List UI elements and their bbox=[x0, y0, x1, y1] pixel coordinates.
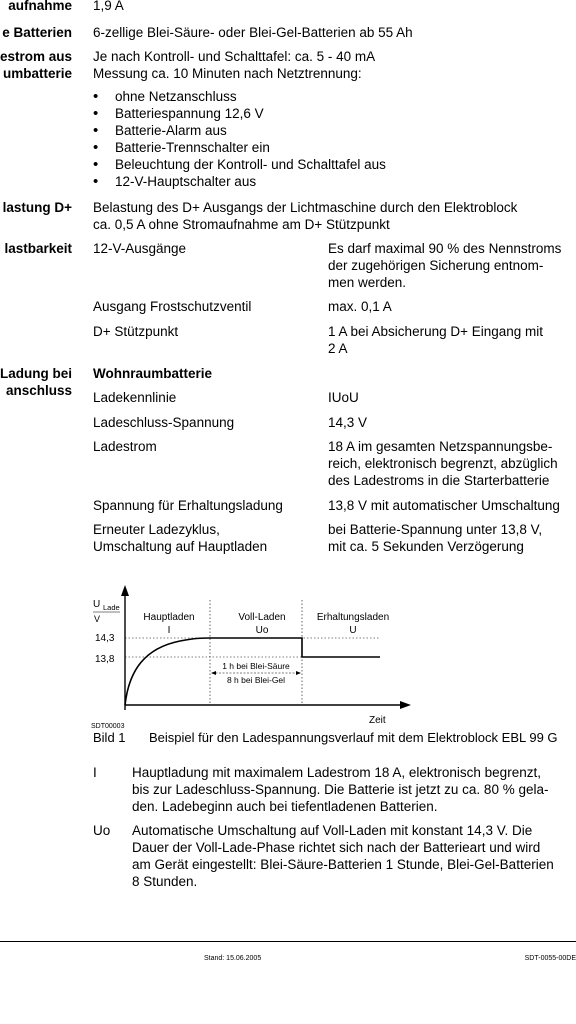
phase-float-code: U bbox=[349, 625, 357, 636]
y-label-unit: V bbox=[94, 614, 101, 624]
y-label-sub: Lade bbox=[103, 603, 120, 612]
note-text-uo-3: am Gerät eingestellt: Blei-Säure-Batterien 1 Stunde, Blei-Gel-Batterien bbox=[132, 857, 554, 872]
row-label-quiescent-2: umbatterie bbox=[2, 66, 72, 81]
recharge-value: bei Batterie-Spannung unter 13,8 V, bbox=[328, 522, 543, 537]
list-item: • 12-V-Hauptschalter aus bbox=[93, 173, 386, 190]
row-label-load: lastbarkeit bbox=[4, 241, 72, 256]
note-key-uo: Uo bbox=[93, 823, 111, 838]
row-value-batteries: 6-zellige Blei-Säure- oder Blei-Gel-Batterien ab 55 Ah bbox=[93, 25, 413, 40]
y-axis-arrow bbox=[121, 585, 129, 596]
phase-float-title: Erhaltungsladen bbox=[316, 612, 390, 623]
note-text-i-1: Hauptladung mit maximalem Ladestrom 18 A, elektronisch begrenzt, bbox=[132, 765, 541, 780]
charge-current-value: 18 A im gesamten Netzspannungsbe- bbox=[328, 439, 553, 454]
figure-ref: SDT00003 bbox=[91, 723, 125, 730]
duration-arrow-left bbox=[211, 671, 216, 675]
load-12v-value-2: der zugehörigen Sicherung entnom- bbox=[328, 258, 544, 273]
charging-heading: Wohnraumbatterie bbox=[93, 366, 213, 381]
phase-full-charge-code: Uo bbox=[255, 625, 269, 636]
row-value-consumption: 1,9 A bbox=[93, 0, 124, 13]
phase-main-charge-code: I bbox=[167, 625, 171, 636]
row-label-charging-2: anschluss bbox=[5, 383, 72, 398]
phase-main-charge-title: Hauptladen bbox=[143, 612, 195, 623]
load-dplus-value-2: 2 A bbox=[328, 341, 348, 356]
load-12v-value-3: men werden. bbox=[328, 275, 407, 290]
end-voltage-label: Ladeschluss-Spannung bbox=[93, 415, 235, 430]
figure-caption: Beispiel für den Ladespannungsverlauf mit dem Elektroblock EBL 99 G bbox=[149, 730, 558, 745]
row-value-dplus-2: ca. 0,5 A ohne Stromaufnahme am D+ Stützpunkt bbox=[93, 217, 390, 232]
footer-divider bbox=[0, 941, 576, 942]
list-item: • Batterie-Trennschalter ein bbox=[93, 139, 386, 156]
end-voltage-value: 14,3 V bbox=[328, 415, 368, 430]
row-value-quiescent: Je nach Kontroll- und Schalttafel: ca. 5 - 40 mA bbox=[93, 49, 376, 64]
load-frost-valve: Ausgang Frostschutzventil bbox=[93, 299, 252, 314]
x-axis-arrow bbox=[400, 701, 411, 709]
x-axis-label: Zeit bbox=[369, 715, 386, 726]
recharge-value-2: mit ca. 5 Sekunden Verzögerung bbox=[328, 539, 524, 554]
recharge-label-2: Umschaltung auf Hauptladen bbox=[93, 539, 268, 554]
row-value-quiescent-2: Messung ca. 10 Minuten nach Netztrennung: bbox=[93, 66, 362, 81]
note-text-uo-2: Dauer der Voll-Lade-Phase richtet sich nach der Batterieart und wird bbox=[132, 840, 541, 855]
float-voltage-value: 13,8 V mit automatischer Umschaltung bbox=[328, 498, 560, 513]
row-label-charging: Ladung bei bbox=[0, 366, 72, 381]
footer-doc-id: SDT-0055-00DE bbox=[524, 955, 576, 962]
load-dplus-value: 1 A bei Absicherung D+ Eingang mit bbox=[328, 324, 544, 339]
note-text-uo-4: 8 Stunden. bbox=[132, 874, 198, 889]
tick-13-8: 13,8 bbox=[95, 654, 115, 665]
footer-date: Stand: 15.06.2005 bbox=[204, 955, 262, 962]
recharge-label: Erneuter Ladezyklus, bbox=[93, 522, 220, 537]
y-label-main: U bbox=[93, 599, 101, 610]
load-dplus-point: D+ Stützpunkt bbox=[93, 324, 179, 339]
row-label-consumption: aufnahme bbox=[8, 0, 72, 13]
row-label-batteries: e Batterien bbox=[2, 25, 72, 40]
note-key-i: I bbox=[93, 765, 97, 780]
list-item: • Batteriespannung 12,6 V bbox=[93, 105, 386, 122]
charge-curve-label: Ladekennlinie bbox=[93, 390, 177, 405]
float-voltage-label: Spannung für Erhaltungsladung bbox=[93, 498, 283, 513]
figure-number: Bild 1 bbox=[93, 730, 126, 745]
duration-gel: 8 h bei Blei-Gel bbox=[226, 675, 286, 685]
list-item: • ohne Netzanschluss bbox=[93, 88, 386, 105]
phase-full-charge-title: Voll-Laden bbox=[238, 612, 286, 623]
charge-current-value-3: des Ladestroms in die Starterbatterie bbox=[328, 473, 550, 488]
load-12v-value: Es darf maximal 90 % des Nennstroms bbox=[328, 241, 562, 256]
note-text-uo-1: Automatische Umschaltung auf Voll-Laden mit konstant 14,3 V. Die bbox=[132, 823, 533, 838]
charge-current-value-2: reich, elektronisch begrenzt, abzüglich bbox=[328, 456, 558, 471]
load-frost-valve-value: max. 0,1 A bbox=[328, 299, 392, 314]
load-12v-outputs: 12-V-Ausgänge bbox=[93, 241, 187, 256]
list-item: • Beleuchtung der Kontroll- und Schalttafel aus bbox=[93, 156, 386, 173]
note-text-i-2: bis zur Ladeschluss-Spannung. Die Batterie ist jetzt zu ca. 80 % gela- bbox=[132, 782, 549, 797]
duration-arrow-right bbox=[296, 671, 301, 675]
row-label-dplus: lastung D+ bbox=[2, 200, 72, 215]
charge-current-label: Ladestrom bbox=[93, 439, 157, 454]
voltage-curve bbox=[125, 638, 380, 705]
row-value-dplus: Belastung des D+ Ausgangs der Lichtmaschine durch den Elektroblock bbox=[93, 200, 518, 215]
charging-voltage-diagram bbox=[85, 580, 425, 730]
row-label-quiescent: estrom aus bbox=[0, 49, 72, 64]
measurement-conditions-list bbox=[93, 88, 386, 190]
note-text-i-3: den. Ladebeginn auch bei tiefentladenen Batterien. bbox=[132, 799, 438, 814]
tick-14-3: 14,3 bbox=[95, 633, 115, 644]
list-item: • Batterie-Alarm aus bbox=[93, 122, 386, 139]
charge-curve-value: IUoU bbox=[328, 390, 359, 405]
duration-lead-acid: 1 h bei Blei-Säure bbox=[222, 661, 290, 671]
